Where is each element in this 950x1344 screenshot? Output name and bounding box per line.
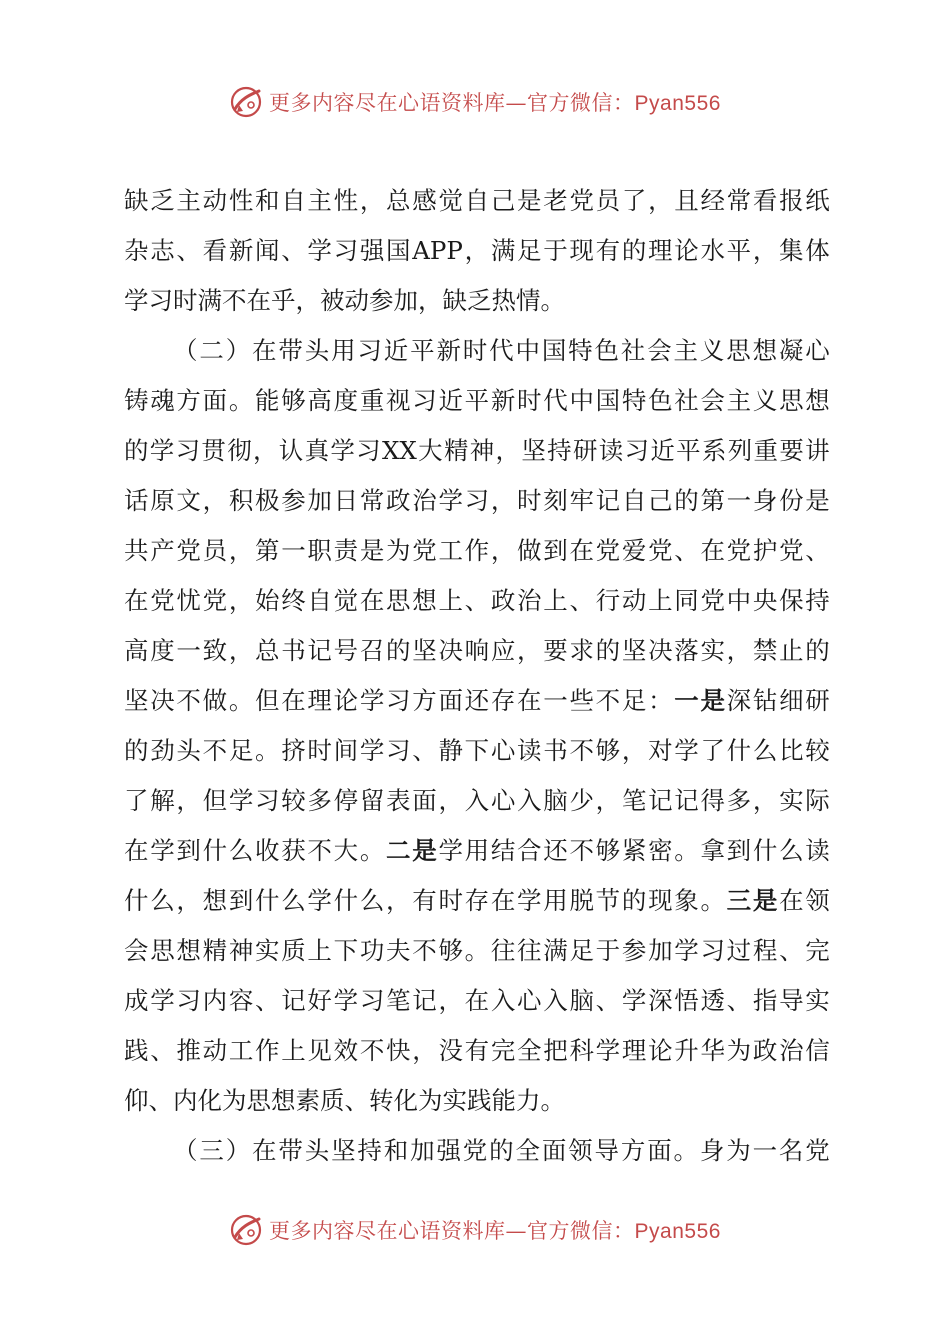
footer-watermark bbox=[0, 1208, 950, 1252]
text-line: 话 原 文 ， 积 极 参 加 日 常 政 治 学 习 ， 时 刻 牢 记 自 己 的 第 一 身 份 是 bbox=[124, 486, 830, 515]
pen-seal-logo-icon bbox=[229, 1213, 263, 1247]
text-line: 缺 乏 主 动 性 和 自 主 性 ， 总 感 觉 自 己 是 老 党 员 了 ， 且 经 常 看 报 纸 bbox=[124, 186, 830, 215]
pen-seal-logo-icon bbox=[229, 85, 263, 119]
text-line: 的 学 习 贯 彻 ， 认 真 学 习 XX 大 精 神 ， 坚 持 研 读 习 近 平 系 列 重 要 讲 bbox=[124, 436, 830, 465]
text-line: 在 学 到 什 么 收 获 不 大 。 二 是 学 用 结 合 还 不 够 紧 密 。 拿 到 什 么 读 bbox=[124, 836, 830, 865]
header-watermark bbox=[0, 80, 950, 124]
text-line: 成 学 习 内 容 、 记 好 学 习 笔 记 ， 在 入 心 入 脑 、 学 深 悟 透 、 指 导 实 bbox=[124, 986, 830, 1015]
text-line: 在 党 忧 党 ， 始 终 自 觉 在 思 想 上 、 政 治 上 、 行 动 上 同 党 中 央 保 持 bbox=[124, 586, 830, 615]
text-line: 的 劲 头 不 足 。 挤 时 间 学 习 、 静 下 心 读 书 不 够 ， 对 学 了 什 么 比 较 bbox=[124, 736, 830, 765]
text-line: 了 解 ， 但 学 习 较 多 停 留 表 面 ， 入 心 入 脑 少 ， 笔 记 记 得 多 ， 实 际 bbox=[124, 786, 830, 815]
text-line: 杂 志 、 看 新 闻 、 学 习 强 国 APP ， 满 足 于 现 有 的 理 论 水 平 ， 集 体 bbox=[124, 236, 830, 265]
text-line: 铸 魂 方 面 。 能 够 高 度 重 视 习 近 平 新 时 代 中 国 特 色 社 会 主 义 思 想 bbox=[124, 386, 830, 415]
text-line: （ 二 ） 在 带 头 用 习 近 平 新 时 代 中 国 特 色 社 会 主 义 思 想 凝 心 bbox=[173, 336, 830, 365]
text-line: 践 、 推 动 工 作 上 见 效 不 快 ， 没 有 完 全 把 科 学 理 论 升 华 为 政 治 信 bbox=[124, 1036, 830, 1065]
text-line: 高 度 一 致 ， 总 书 记 号 召 的 坚 决 响 应 ， 要 求 的 坚 决 落 实 ， 禁 止 的 bbox=[124, 636, 830, 665]
wechat-id: Pyan556 bbox=[634, 1220, 721, 1243]
watermark-text: 更多内容尽在心语资料库—官方微信：Pyan556 bbox=[269, 91, 721, 115]
wechat-id: Pyan556 bbox=[634, 92, 721, 115]
text-line: 仰 、 内 化 为 思 想 素 质 、 转 化 为 实 践 能 力 。 bbox=[124, 1086, 565, 1115]
text-line: 共 产 党 员 ， 第 一 职 责 是 为 党 工 作 ， 做 到 在 党 爱 党 、 在 党 护 党 、 bbox=[124, 536, 830, 565]
watermark-text: 更多内容尽在心语资料库—官方微信：Pyan556 bbox=[269, 1219, 721, 1243]
text-line: 什 么 ， 想 到 什 么 学 什 么 ， 有 时 存 在 学 用 脱 节 的 现 象 。 三 是 在 领 bbox=[124, 886, 830, 915]
text-line: 学 习 时 满 不 在 乎 ， 被 动 参 加 ， 缺 乏 热 情 。 bbox=[124, 286, 565, 315]
document-body bbox=[124, 176, 830, 1176]
text-line: 坚 决 不 做 。 但 在 理 论 学 习 方 面 还 存 在 一 些 不 足 ： 一 是 深 钻 细 研 bbox=[124, 686, 830, 715]
text-line: （ 三 ） 在 带 头 坚 持 和 加 强 党 的 全 面 领 导 方 面 。 身 为 一 名 党 bbox=[173, 1136, 830, 1165]
text-line: 会 思 想 精 神 实 质 上 下 功 夫 不 够 。 往 往 满 足 于 参 加 学 习 过 程 、 完 bbox=[124, 936, 830, 965]
